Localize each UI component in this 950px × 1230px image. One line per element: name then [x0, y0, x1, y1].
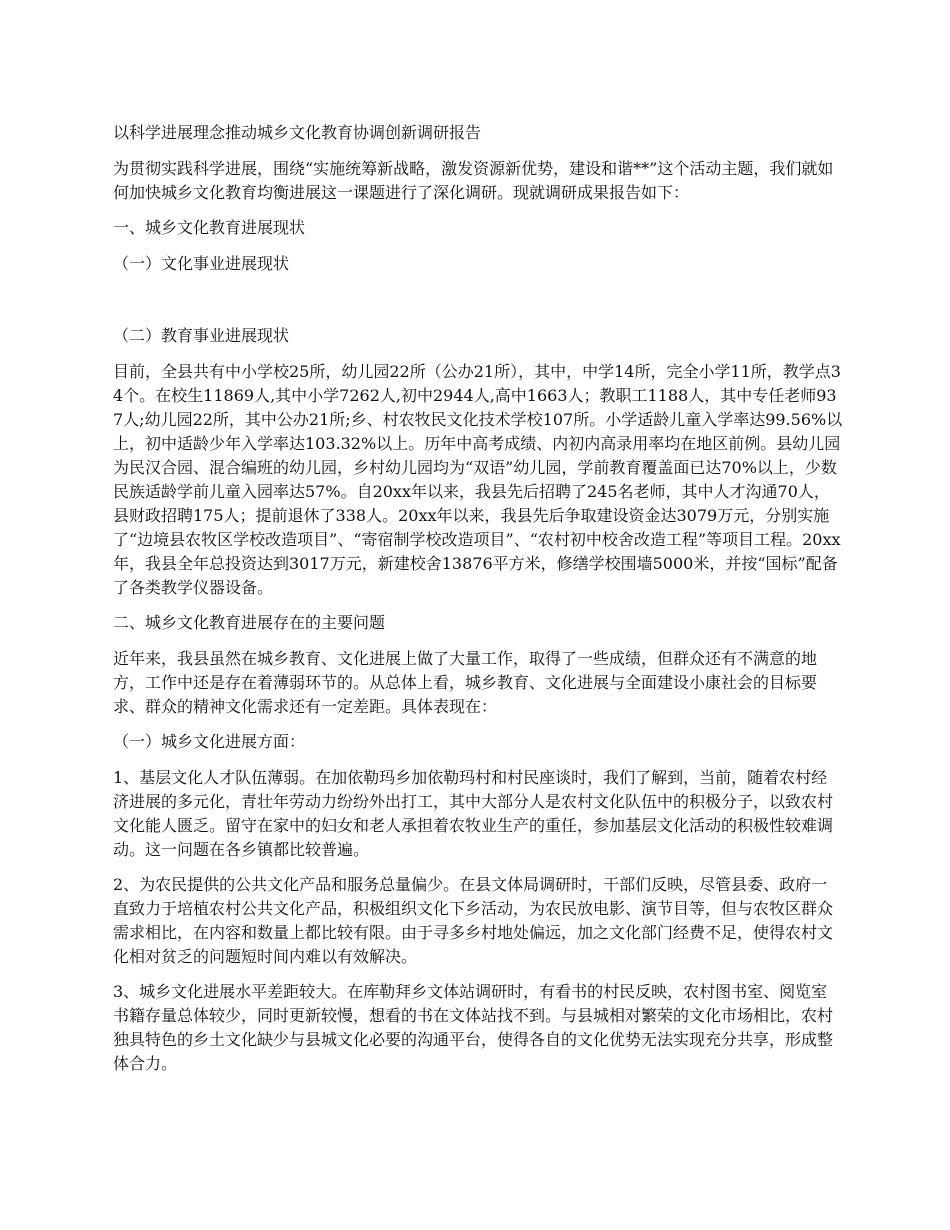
section1-subheading-education: （二）教育事业进展现状 — [113, 326, 290, 345]
section1-subheading-culture: （一）文化事业进展现状 — [113, 254, 290, 273]
problem-item-3: 3、城乡文化进展水平差距较大。在库勒拜乡文体站调研时，有看书的村民反映，农村图书室、阅览室书籍存量总体较少，同时更新较慢，想看的书在文体站找不到。与县城相对繁荣的文化市场相比，农村独具特色的乡土文化缺少与县城文化必要的沟通平台，使得各自的文化优势无法实现充分共享，形成整体合力。 — [113, 982, 834, 1073]
section2-heading: 二、城乡文化教育进展存在的主要问题 — [113, 613, 386, 632]
blank-space — [113, 288, 843, 324]
problem-item-2: 2、为农民提供的公共文化产品和服务总量偏少。在县文体局调研时，干部们反映，尽管县委、政府一直致力于培植农村公共文化产品，积极组织文化下乡活动，为农民放电影、演节目等，但与农牧区群众需求相比，在内容和数量上都比较有限。由于寻多乡村地处偏远，加之文化部门经费不足，使得农村文化相对贫乏的问题短时间内难以有效解决。 — [113, 875, 834, 966]
education-status-paragraph: 目前，全县共有中小学校25所，幼儿园22所（公办21所），其中，中学14所，完全小学11所，教学点34个。在校生11869人,其中小学7262人,初中2944人,高中1663人；教职工1188人，其中专任老师937人;幼儿园22所，其中公办21所;乡、村农牧民文化技术学校107所。小学适龄儿童入学率达99.56%以上，初中适龄少年入学率达103.32%以上。历年中高考成绩、内初内高录用率均在地区前例。县幼儿园为民汉合园、混合编班的幼儿园，乡村幼儿园均为“双语”幼儿园，学前教育覆盖面已达70%以上，少数民族适龄学前儿童入园率达57%。自20xx年以来，我县先后招聘了245名老师，其中人才沟通70人，县财政招聘175人；提前退休了338人。20xx年以来，我县先后争取建设资金达3079万元，分别实施了“边境县农牧区学校改造项目”、“寄宿制学校改造项目”、“农村初中校舍改造工程”等项目工程。20xx年，我县全年总投资达到3017万元，新建校舍13876平方米，修缮学校围墙5000米，并按“国标”配备了各类教学仪器设备。 — [113, 362, 843, 597]
section1-heading: 一、城乡文化教育进展现状 — [113, 218, 306, 237]
document-page — [113, 121, 843, 1087]
document-title: 以科学进展理念推动城乡文化教育协调创新调研报告 — [113, 123, 482, 142]
section2-intro-paragraph: 近年来，我县虽然在城乡教育、文化进展上做了大量工作，取得了一些成绩，但群众还有不满意的地方，工作中还是存在着薄弱环节的。从总体上看，城乡教育、文化进展与全面建设小康社会的目标要求、群众的精神文化需求还有一定差距。具体表现在： — [113, 649, 818, 716]
section2-subheading-culture: （一）城乡文化进展方面： — [113, 732, 306, 751]
problem-item-1: 1、基层文化人才队伍薄弱。在加依勒玛乡加依勒玛村和村民座谈时，我们了解到，当前，随着农村经济进展的多元化，青壮年劳动力纷纷外出打工，其中大部分人是农村文化队伍中的积极分子，以致农村文化能人匮乏。留守在家中的妇女和老人承担着农牧业生产的重任，参加基层文化活动的积极性较难调动。这一问题在各乡镇都比较普遍。 — [113, 768, 834, 859]
intro-paragraph: 为贯彻实践科学进展，围绕“实施统筹新战略，激发资源新优势，建设和谐**”这个活动主题，我们就如何加快城乡文化教育均衡进展这一课题进行了深化调研。现就调研成果报告如下： — [113, 159, 834, 202]
